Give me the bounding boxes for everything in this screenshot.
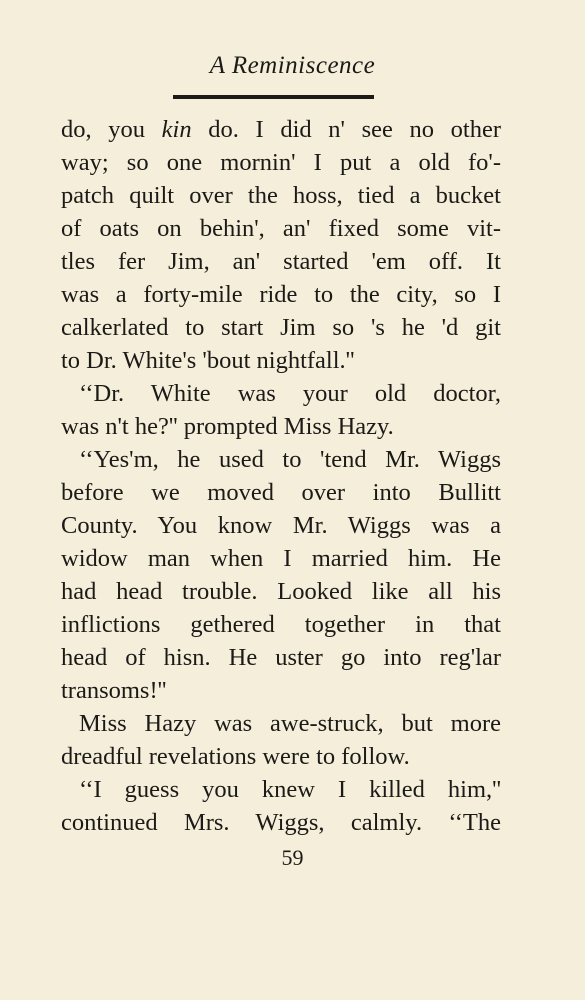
text-line-6: was a forty-mile ride to the city, so I <box>61 281 501 308</box>
text-line-21: ‘‘I guess you knew I killed him,'' <box>79 776 501 803</box>
text-line-3: patch quilt over the hoss, tied a bucket <box>61 182 501 209</box>
text-line-16: inflictions gethered together in that <box>61 611 501 638</box>
page-number: 59 <box>281 845 304 870</box>
text-line-19: Miss Hazy was awe-struck, but more <box>79 710 501 737</box>
header-rule <box>173 95 374 99</box>
text-line-8: to Dr. White's 'bout nightfall.'' <box>61 347 355 374</box>
body-text <box>61 113 501 839</box>
text-line-14: widow man when I married him. He <box>61 545 501 572</box>
text-line-11: ‘‘Yes'm, he used to 'tend Mr. Wiggs <box>79 446 501 473</box>
text-line-4: of oats on behin', an' fixed some vit- <box>61 215 501 242</box>
text-line-22: continued Mrs. Wiggs, calmly. ‘‘The <box>61 809 501 836</box>
text-line-20: dreadful revelations were to follow. <box>61 743 410 770</box>
text-line-18: transoms!'' <box>61 677 167 704</box>
text-line-9: ‘‘Dr. White was your old doctor, <box>79 380 501 407</box>
text-line-7: calkerlated to start Jim so 's he 'd git <box>61 314 501 341</box>
text-line-1: do, you kin do. I did n' see no other <box>61 116 501 143</box>
text-line-12: before we moved over into Bullitt <box>61 479 501 506</box>
text-line-15: had head trouble. Looked like all his <box>61 578 501 605</box>
text-line-5: tles fer Jim, an' started 'em off. It <box>61 248 501 275</box>
text-line-2: way; so one mornin' I put a old fo'- <box>61 149 501 176</box>
text-line-17: head of hisn. He uster go into reg'lar <box>61 644 501 671</box>
text-line-10: was n't he?'' prompted Miss Hazy. <box>61 413 394 440</box>
emphasis-kin: kin <box>161 116 192 143</box>
text-line-13: County. You know Mr. Wiggs was a <box>61 512 501 539</box>
running-head: A Reminiscence <box>209 52 376 79</box>
